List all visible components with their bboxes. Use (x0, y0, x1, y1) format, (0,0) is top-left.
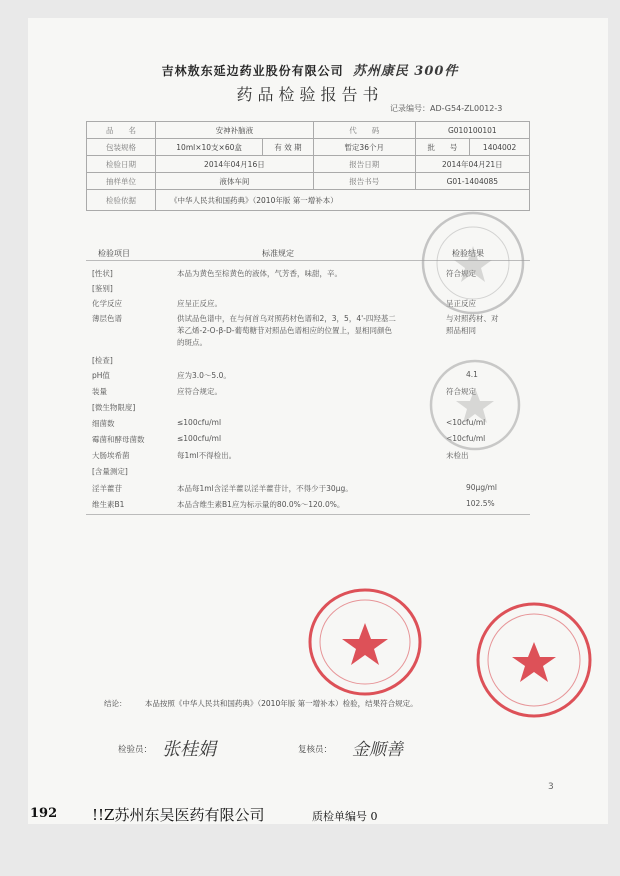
row-item: [含量测定] (92, 467, 128, 476)
report-date-label: 报告日期 (313, 156, 415, 173)
conclusion (104, 698, 418, 709)
row-standard: ≤100cfu/ml (177, 434, 222, 443)
footer-company: !!Z苏州东吴医药有限公司 (92, 806, 265, 824)
product-name-label: 品 名 (87, 122, 156, 139)
report-no-label: 报告书号 (313, 173, 415, 190)
inspect-date-label: 检验日期 (87, 156, 156, 173)
reviewer-signature: 金顺善 (352, 740, 403, 760)
page-number: 192 (30, 806, 58, 821)
row-standard: 应呈正反应。 (177, 299, 222, 308)
row-result: 符合规定 (446, 269, 476, 278)
reviewer-label: 复核员： (298, 745, 333, 755)
basis-label: 检验依据 (87, 190, 156, 211)
row-item: 大肠埃希菌 (92, 451, 130, 460)
validity-label: 有 效 期 (263, 139, 314, 156)
results-divider (86, 514, 530, 515)
row-result: 与对照药材、对 (446, 314, 499, 323)
validity: 暂定36个月 (313, 139, 415, 156)
col-item-header: 检验项目 (98, 249, 130, 258)
row-standard: ≤100cfu/ml (177, 418, 222, 427)
red-seal-right (474, 600, 594, 720)
row-result: <10cfu/ml (446, 418, 486, 427)
row-item: [检查] (92, 356, 113, 365)
row-item: 装量 (92, 387, 107, 396)
conclusion-label: 结论： (104, 699, 127, 708)
product-name: 安神补脑液 (156, 122, 314, 139)
row-item: 细菌数 (92, 419, 115, 428)
row-result: <10cfu/ml (446, 434, 486, 443)
batch-label: 批 号 (415, 139, 470, 156)
inspector-label: 检验员： (118, 745, 153, 755)
row-item: 霉菌和酵母菌数 (92, 435, 145, 444)
row-result: 4.1 (466, 370, 478, 379)
row-standard-line2: 苯乙烯-2-O-β-D-葡萄糖苷对照品色谱相应的位置上，显相同颜色 (177, 326, 392, 335)
gray-stamp-bottom (425, 355, 525, 455)
report-date: 2014年04月21日 (415, 156, 529, 173)
row-standard-line3: 的斑点。 (177, 338, 207, 347)
row-item: 薄层色谱 (92, 314, 122, 323)
report-title: 药品检验报告书 (236, 85, 384, 104)
row-result: 呈正反应 (446, 299, 476, 308)
basis: 《中华人民共和国药典》（2010年版 第一增补本） (156, 190, 530, 211)
package: 10ml×10支×60盒 (156, 139, 263, 156)
row-item: 淫羊藿苷 (92, 484, 122, 493)
row-result: 90μg/ml (466, 483, 497, 492)
company-name: 吉林敖东延边药业股份有限公司 苏州康民 300件 (161, 64, 459, 79)
row-item: 化学反应 (92, 299, 122, 308)
code-label: 代 码 (313, 122, 415, 139)
footer-qc-number: 质检单编号 0 (312, 810, 378, 823)
row-result: 符合规定 (446, 387, 476, 396)
row-standard: 本品每1ml含淫羊藿以淫羊藿苷计，不得少于30μg。 (177, 484, 353, 493)
red-seal-left (305, 585, 425, 700)
page-mark: 3 (548, 782, 554, 792)
row-standard: 供试品色谱中，在与何首乌对照药材色谱和2，3，5，4'-四羟基二 (177, 314, 396, 323)
record-number: 记录编号：AD-G54-ZL0012-3 (390, 104, 503, 113)
info-table (86, 121, 530, 211)
code: G010100101 (415, 122, 529, 139)
row-item: [微生物限度] (92, 403, 136, 412)
report-no: G01-1404085 (415, 173, 529, 190)
row-item: 维生素B1 (92, 500, 125, 509)
row-standard: 本品含维生素B1应为标示量的80.0%～120.0%。 (177, 500, 345, 509)
handwritten-note: 苏州康民 300件 (352, 64, 459, 79)
row-result-line2: 照品相同 (446, 326, 476, 335)
inspect-date: 2014年04月16日 (156, 156, 314, 173)
row-item: pH值 (92, 371, 110, 380)
row-result: 未检出 (446, 451, 469, 460)
row-result: 102.5% (466, 499, 495, 508)
sampling-unit: 液体车间 (156, 173, 314, 190)
row-standard: 应符合规定。 (177, 387, 222, 396)
col-standard-header: 标准规定 (262, 249, 294, 258)
gray-stamp-top (418, 208, 528, 318)
package-label: 包装规格 (87, 139, 156, 156)
conclusion-text: 本品按照《中华人民共和国药典》（2010年版 第一增补本）检验，结果符合规定。 (144, 699, 418, 708)
inspector-signature: 张桂娟 (162, 739, 216, 760)
row-standard: 本品为黄色至棕黄色的液体，气芳香，味甜，辛。 (177, 269, 342, 278)
batch: 1404002 (470, 139, 530, 156)
row-standard: 每1ml不得检出。 (177, 451, 237, 460)
col-result-header: 检验结果 (452, 249, 484, 258)
sampling-label: 抽样单位 (87, 173, 156, 190)
row-standard: 应为3.0～5.0。 (177, 371, 231, 380)
row-item: [性状] (92, 269, 113, 278)
row-item: [鉴别] (92, 284, 113, 293)
